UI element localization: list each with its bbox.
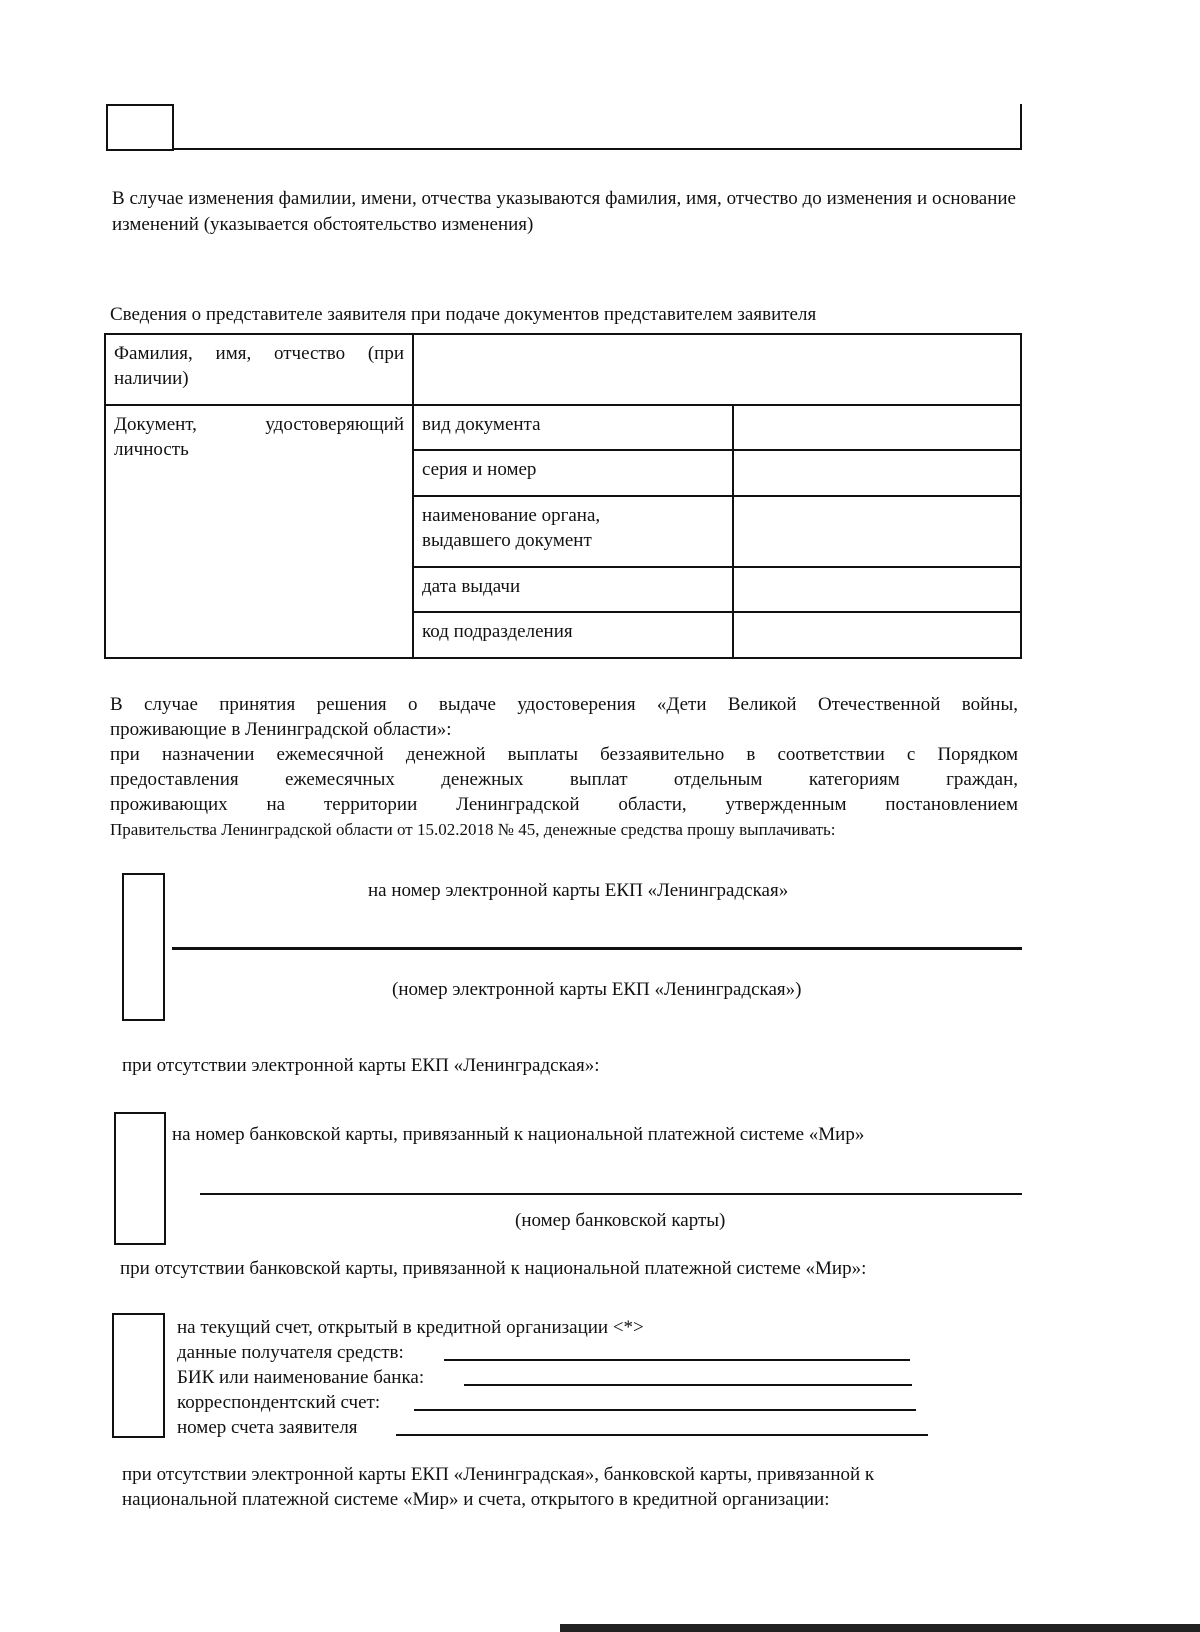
fio-input-cell[interactable] [413,334,1021,405]
ekp-number-line[interactable] [172,947,1022,950]
ekp-caption: (номер электронной карты ЕКП «Ленинградская») [392,979,802,1000]
decision-line6: Правительства Ленинградской области от 15.02.2018 № 45, денежные средства прошу выплачивать: [110,820,836,839]
mir-caption: (номер банковской карты) [515,1210,726,1231]
recipient-label: данные получателя средств: [177,1342,404,1363]
issue-date-label: дата выдачи [413,567,733,613]
series-number-label: серия и номер [413,450,733,496]
representative-table [104,333,1022,659]
series-number-input[interactable] [733,450,1021,496]
representative-heading: Сведения о представителе заявителя при подаче документов представителем заявителя [110,304,817,325]
document-label-cell: Документ, удостоверяющий личность [105,405,413,658]
ekp-checkbox[interactable] [122,873,165,1021]
decision-line4: предоставления ежемесячных денежных выплат отдельным категориям граждан, [110,769,1018,790]
no-mir-heading: при отсутствии банковской карты, привязанной к национальной платежной системе «Мир»: [120,1258,867,1279]
corr-label: корреспондентский счет: [177,1392,381,1413]
scan-edge [560,1624,1200,1632]
bik-label: БИК или наименование банка: [177,1367,425,1388]
recipient-field[interactable] [444,1359,910,1361]
bik-field[interactable] [464,1384,912,1386]
division-code-input[interactable] [733,612,1021,658]
account-label: номер счета заявителя [177,1417,358,1438]
corr-field[interactable] [414,1409,916,1411]
doc-type-input[interactable] [733,405,1021,451]
account-checkbox[interactable] [112,1313,165,1438]
account-line1: на текущий счет, открытый в кредитной организации <*> [177,1317,644,1338]
issuer-input[interactable] [733,496,1021,567]
decision-line5: проживающих на территории Ленинградской области, утвержденным постановлением [110,794,1018,815]
doc-type-label: вид документа [413,405,733,451]
decision-line2: проживающие в Ленинградской области»: [110,719,452,740]
name-change-note-line1: В случае изменения фамилии, имени, отчества указываются фамилия, имя, отчество до изменения и основание изменений (указывается обстоятельство изменения) [112,188,1016,235]
decision-line3: при назначении ежемесячной денежной выплаты беззаявительно в соответствии с Порядком [110,744,1018,765]
top-right-tick [1020,104,1022,150]
mir-number-line[interactable] [200,1193,1022,1195]
mir-label: на номер банковской карты, привязанный к национальной платежной системе «Мир» [172,1124,865,1145]
no-ekp-heading: при отсутствии электронной карты ЕКП «Ленинградская»: [122,1055,600,1076]
division-code-label: код подразделения [413,612,733,658]
final-line1: при отсутствии электронной карты ЕКП «Ленинградская», банковской карты, привязанной к [122,1464,875,1485]
mir-checkbox[interactable] [114,1112,166,1245]
fio-label-cell: Фамилия, имя, отчество (при наличии) [105,334,413,405]
top-checkbox[interactable] [106,104,174,151]
final-line2: национальной платежной системе «Мир» и счета, открытого в кредитной организации: [122,1489,830,1510]
account-field[interactable] [396,1434,928,1436]
issuer-label: наименование органа, выдавшего документ [413,496,733,567]
top-underline [174,148,1022,150]
decision-line1: В случае принятия решения о выдаче удостоверения «Дети Великой Отечественной войны, [110,694,1018,715]
issue-date-input[interactable] [733,567,1021,613]
ekp-label: на номер электронной карты ЕКП «Ленинградская» [368,880,789,901]
